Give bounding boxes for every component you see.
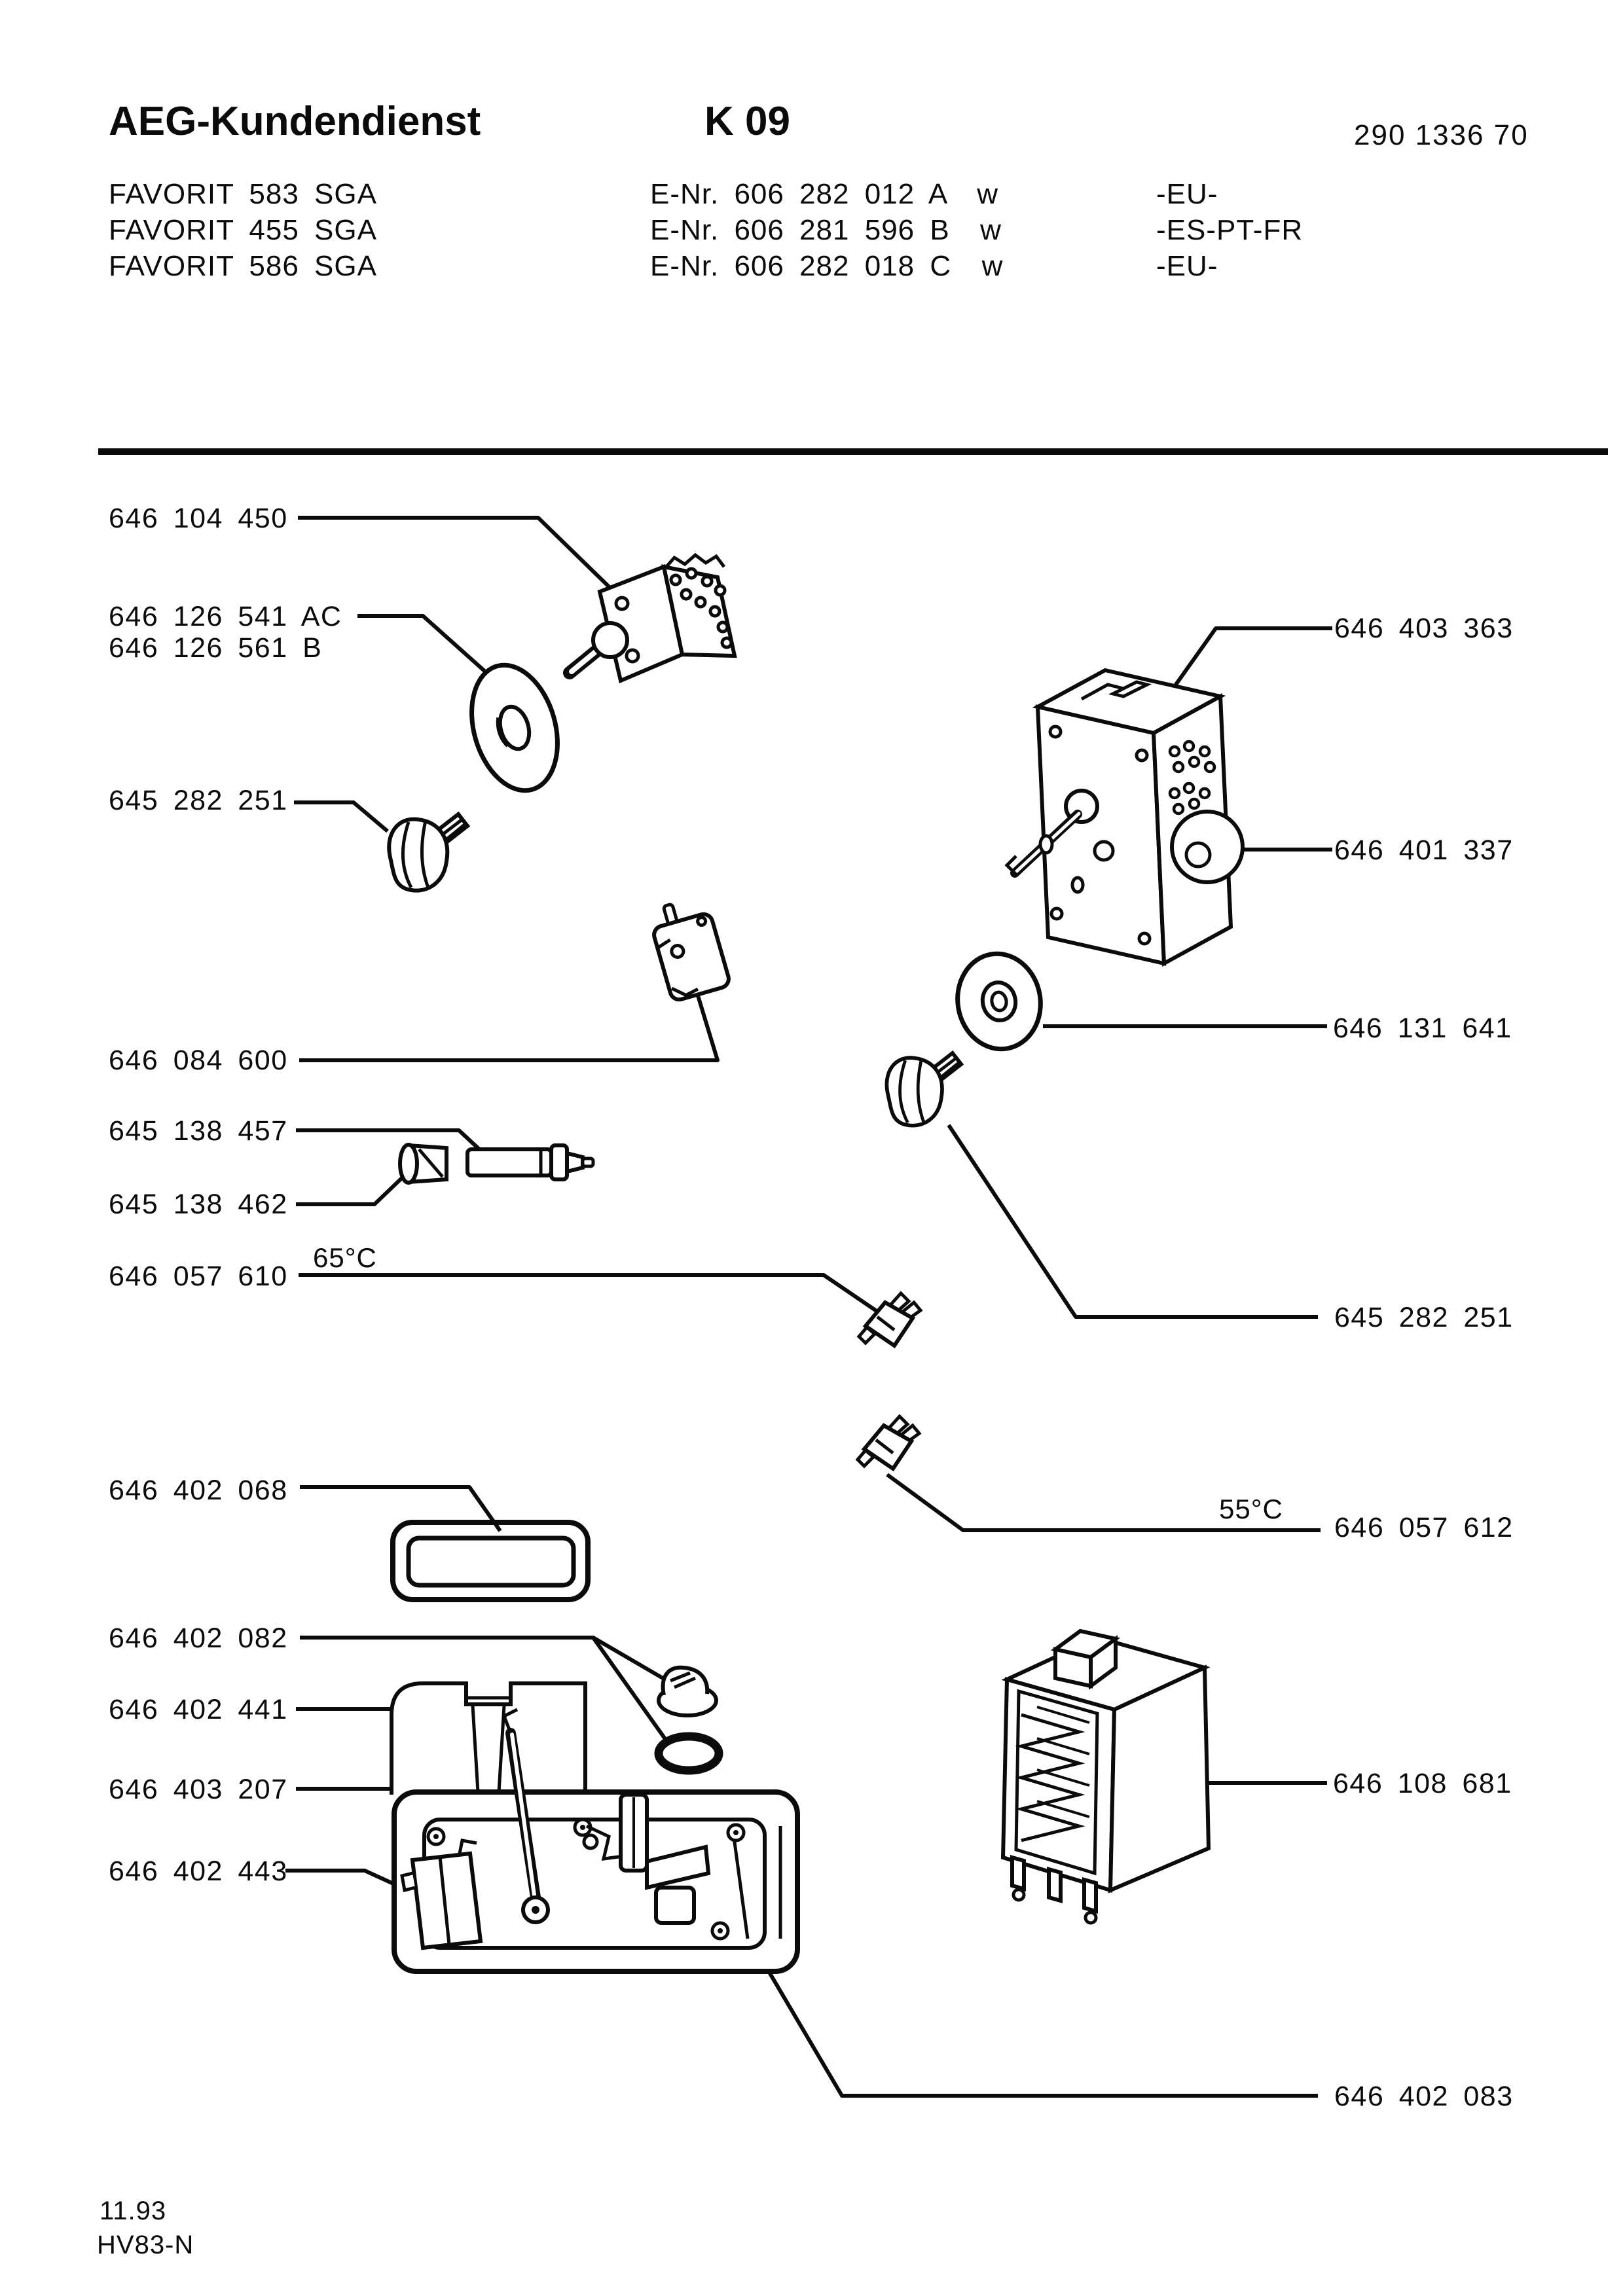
oring-drawing: [659, 1736, 719, 1770]
model-region-3: -EU-: [1156, 250, 1218, 282]
part-label-646-104-450: 646 104 450: [109, 503, 288, 534]
part-label-645-282-251-r: 645 282 251: [1334, 1302, 1514, 1333]
part-label-646-108-681: 646 108 681: [1333, 1768, 1512, 1799]
part-label-646-403-207: 646 403 207: [109, 1774, 288, 1805]
part-label-646-401-337: 646 401 337: [1334, 834, 1514, 866]
model-name-2: FAVORIT 455 SGA: [109, 214, 377, 246]
model-region-1: -EU-: [1156, 178, 1218, 210]
part-label-646-402-083: 646 402 083: [1334, 2081, 1514, 2112]
dial-disc-drawing: [458, 655, 571, 801]
part-label-646-057-610: 646 057 610: [109, 1261, 288, 1292]
part-label-646-402-441: 646 402 441: [109, 1694, 288, 1725]
vent-gasket-drawing: [393, 1522, 588, 1600]
knob-drawing-right: [886, 1053, 961, 1126]
water-pocket-drawing: [392, 1683, 585, 1795]
header-rule: [98, 448, 1608, 455]
page-code: K 09: [704, 99, 790, 144]
model-name-3: FAVORIT 586 SGA: [109, 250, 377, 282]
part-label-646-126-541-ac: 646 126 541 AC: [109, 601, 342, 632]
part-label-646-084-600: 646 084 600: [109, 1045, 288, 1076]
temp-label-65c: 65°C: [313, 1242, 377, 1273]
heat-exchanger-drawing: [1003, 1631, 1209, 1923]
part-label-646-131-641: 646 131 641: [1333, 1013, 1512, 1044]
part-label-645-138-462: 645 138 462: [109, 1189, 288, 1220]
timer-motor-drawing: [1172, 812, 1243, 882]
microswitch-drawing: [647, 895, 731, 1002]
model-region-2: -ES-PT-FR: [1156, 214, 1304, 246]
part-label-646-403-363: 646 403 363: [1334, 613, 1514, 644]
part-label-645-282-251-l: 645 282 251: [109, 785, 288, 816]
salt-cap-drawing: [659, 1668, 716, 1715]
brand-title: AEG-Kundendienst: [109, 99, 481, 144]
temp-label-55c: 55°C: [1219, 1494, 1283, 1524]
part-label-646-402-082: 646 402 082: [109, 1623, 288, 1654]
inlet-valve-drawing: [467, 1145, 593, 1179]
thermostat-65c-drawing: [859, 1293, 921, 1346]
model-enr-3: E-Nr. 606 282 018 C w: [650, 250, 1004, 282]
model-enr-1: E-Nr. 606 282 012 A w: [650, 178, 999, 210]
disc-drawing-right: [950, 947, 1048, 1056]
part-label-645-138-457: 645 138 457: [109, 1115, 288, 1147]
footer-sheet-code: HV83-N: [97, 2231, 194, 2259]
part-label-646-402-443: 646 402 443: [109, 1856, 288, 1887]
part-label-646-126-561-b: 646 126 561 B: [109, 632, 323, 664]
model-enr-2: E-Nr. 606 281 596 B w: [650, 214, 1002, 246]
knob-drawing-left: [389, 814, 467, 891]
doc-number: 290 1336 70: [1354, 119, 1529, 151]
footer-date: 11.93: [100, 2197, 167, 2225]
part-label-646-057-612: 646 057 612: [1334, 1512, 1514, 1543]
inlet-grommet-drawing: [400, 1145, 447, 1183]
model-name-1: FAVORIT 583 SGA: [109, 178, 377, 210]
thermostat-55c-drawing: [858, 1416, 919, 1469]
part-label-646-402-068: 646 402 068: [109, 1475, 288, 1506]
